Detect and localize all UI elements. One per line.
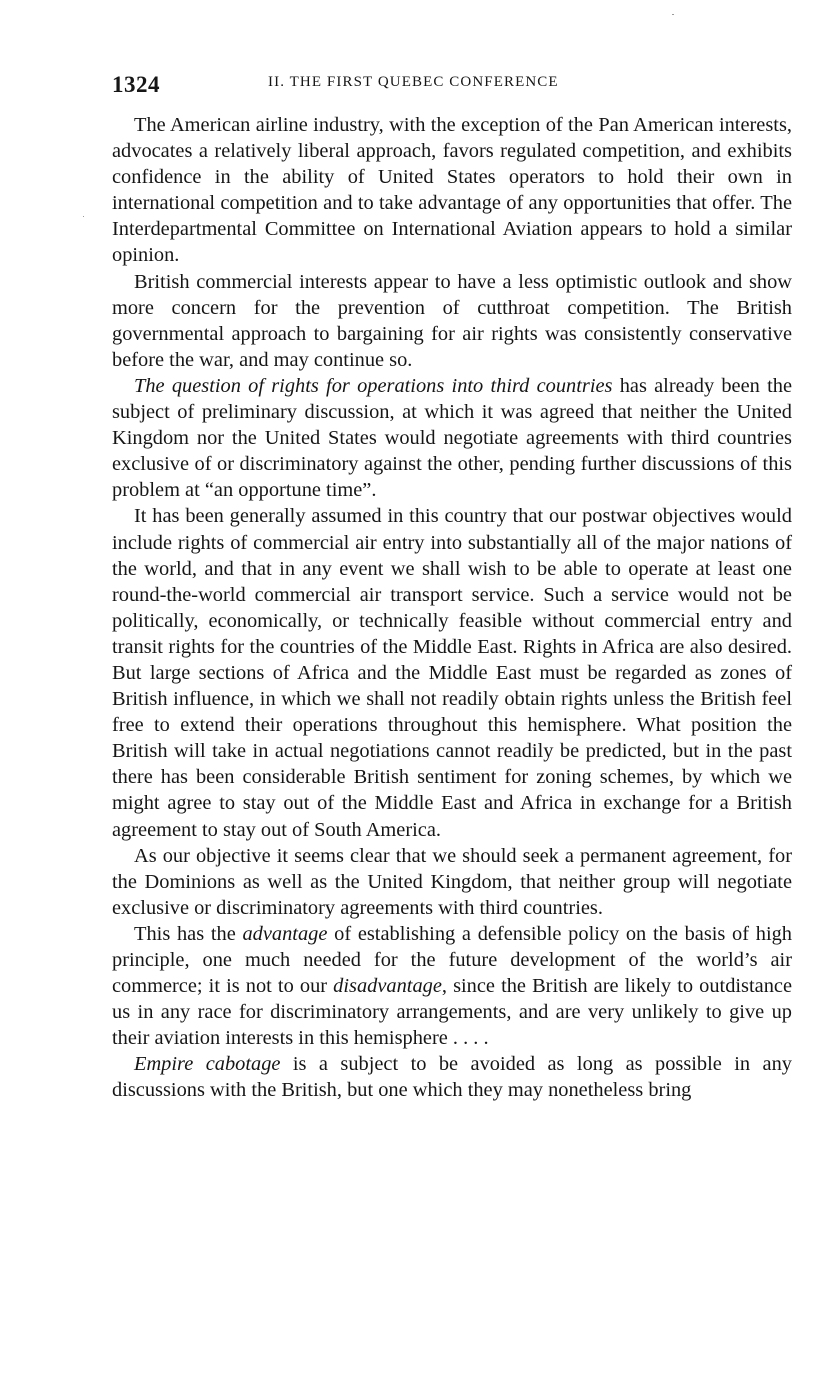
paragraph	[112, 112, 792, 269]
text-run: As our objective it seems clear that we should seek a permanent agreement, for the Dominions as well as the United Kingdom, that neither group will negotiate exclusive or discriminatory agreements with third countries.	[112, 844, 792, 919]
italic-phrase: Empire cabotage	[134, 1053, 281, 1076]
text-run: is a subject to be avoided as long as possible in any discussions with the British, but one which they may nonetheless bring	[112, 1053, 792, 1102]
paragraph	[112, 373, 792, 503]
paragraph	[112, 921, 792, 1051]
paragraph	[112, 503, 792, 842]
paragraph	[112, 843, 792, 921]
text-run: has already been the subject of preliminary discussion, at which it was agreed that neither the United Kingdom nor the United States would negotiate agreements with third countries exclusive of or discriminatory against the other, pending further discussions of this problem at “an opportune time”.	[112, 374, 792, 502]
text-run: of establishing a defensible policy on the basis of high principle, one much needed for the future development of the world’s air commerce; it is not to our	[112, 922, 792, 998]
text-run: The American airline industry, with the exception of the Pan American interests, advocates a relatively liberal approach, favors regulated competition, and exhibits confidence in the ability of United States operators to hold their own in international competition and to take advantage of any opportunities that offer. The Interdepartmental Committee on International Aviation appears to hold a similar opinion.	[112, 114, 792, 267]
paragraph	[112, 269, 792, 373]
running-title: II. THE FIRST QUEBEC CONFERENCE	[268, 74, 559, 90]
running-header	[112, 70, 792, 100]
body-text	[112, 112, 792, 1104]
text-run: , since the British are likely to outdistance us in any race for discriminatory arrangements, and are very unlikely to give up their aviation interests in this hemisphere . . . .	[112, 975, 793, 1050]
italic-phrase: advantage	[242, 922, 328, 945]
page-number: 1324	[112, 72, 160, 97]
italic-phrase: The question of rights for operations into third countries	[134, 374, 613, 397]
text-run: This has the	[134, 922, 243, 945]
text-run: It has been generally assumed in this country that our postwar objectives would include rights of commercial air entry into substantially all of the major nations of the world, and that in any event we shall wish to be able to operate at least one round-the-world commercial air transport service. Such a service would not be politically, economically, or technically feasible without commercial entry and transit rights for the countries of the Middle East. Rights in Africa are also desired. But large sections of Africa and the Middle East must be regarded as zones of British influence, in which we shall not readily obtain rights unless the British feel free to extend their operations throughout this hemisphere. What position the British will take in actual negotiations cannot readily be predicted, but in the past there has been considerable British sentiment for zoning schemes, by which we might agree to stay out of the Middle East and Africa in exchange for a British agreement to stay out of South America.	[112, 505, 792, 841]
scan-speck	[83, 216, 84, 217]
document-page	[112, 70, 792, 1104]
italic-phrase: disadvantage	[333, 975, 442, 998]
scan-speck	[672, 14, 674, 15]
text-run: British commercial interests appear to have a less optimistic outlook and show more concern for the prevention of cutthroat competition. The British governmental approach to bargaining for air rights was consistently conservative before the war, and may continue so.	[112, 270, 792, 371]
paragraph	[112, 1051, 792, 1103]
